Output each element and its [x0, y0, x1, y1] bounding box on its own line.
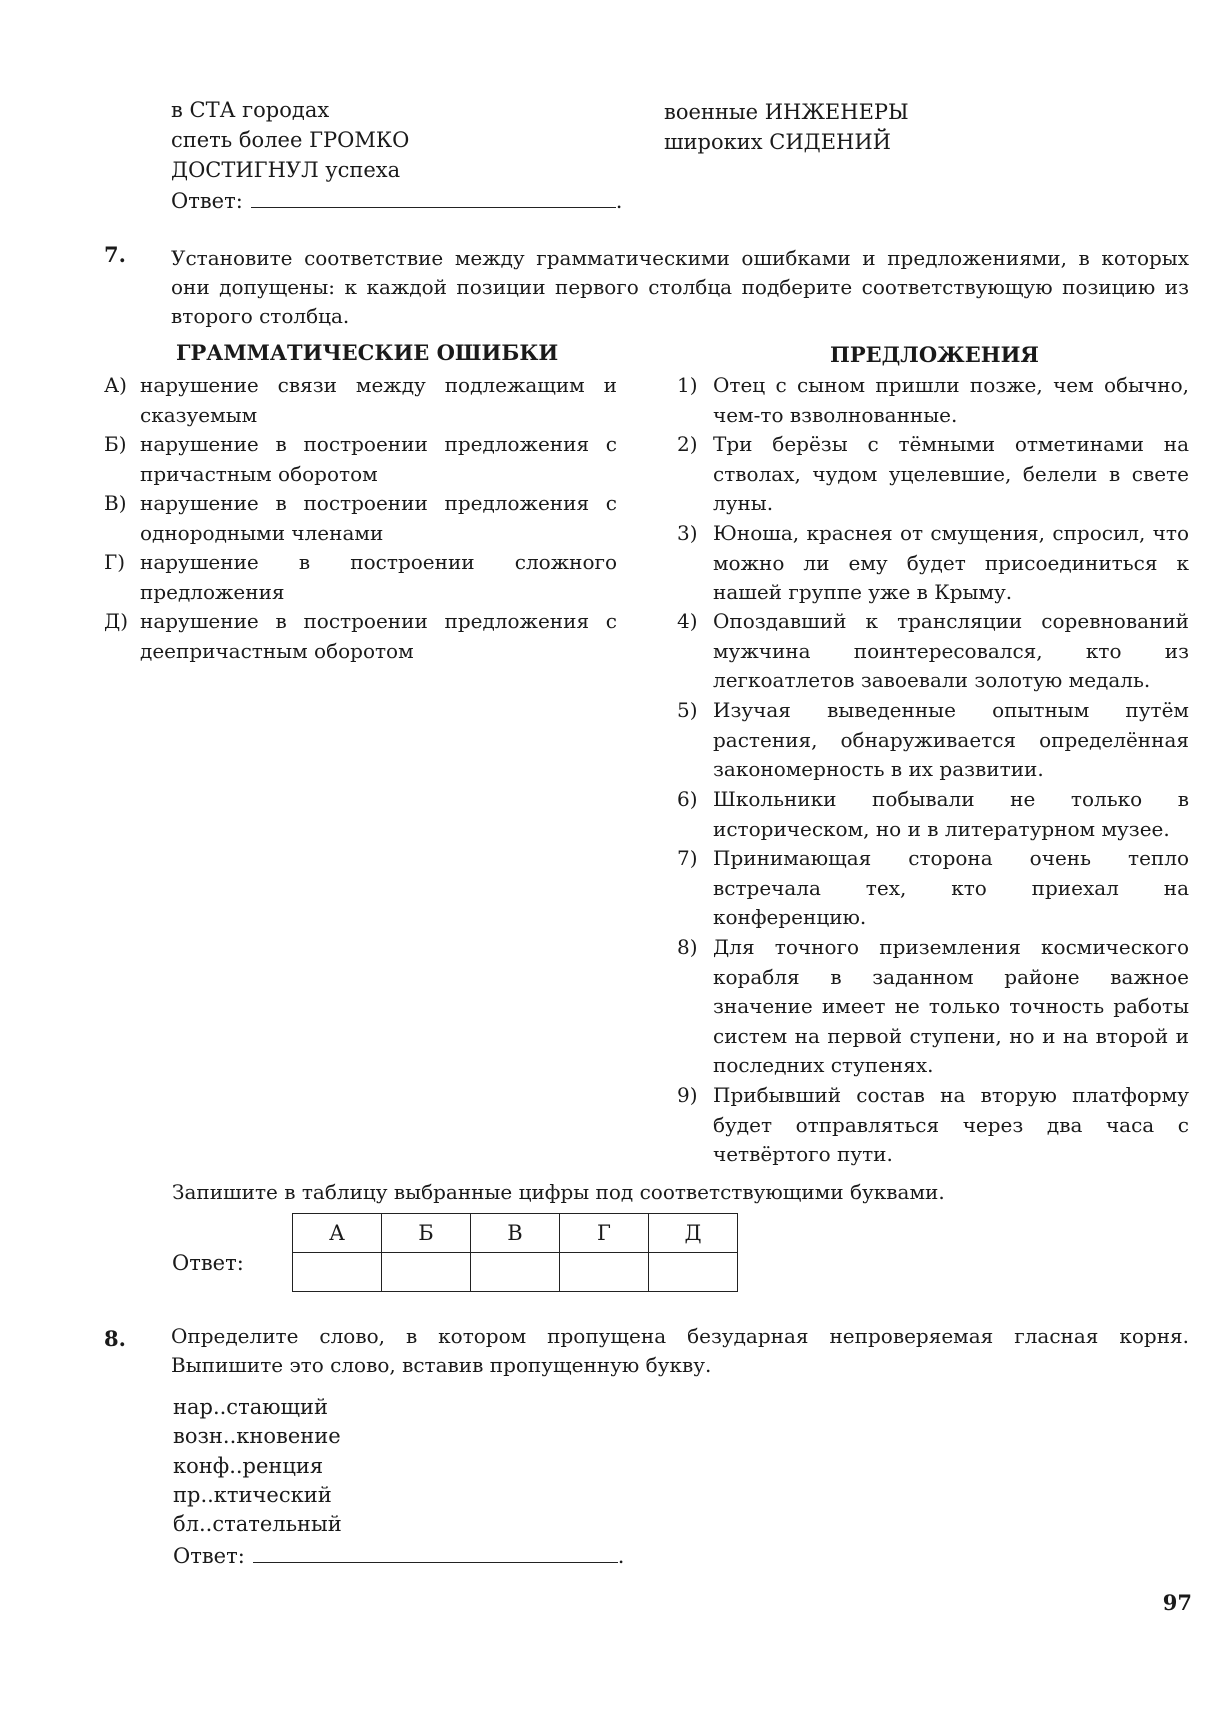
sentence-text: Отец с сыном пришли позже, чем обычно, чем-то взволнованные.: [713, 373, 1189, 427]
prev-answer-label: Ответ:: [171, 189, 243, 213]
answer-table: [292, 1213, 738, 1292]
answer-cell-a[interactable]: [293, 1253, 382, 1292]
answer-table-header: Г: [560, 1214, 649, 1253]
error-text: нарушение в построении предложения с однородными членами: [140, 491, 617, 545]
word-option-1: нар..стающий: [173, 1395, 329, 1419]
sentence-item-6: [677, 785, 1189, 844]
prev-answer-field[interactable]: [251, 187, 616, 208]
error-text: нарушение в построении предложения с причастным оборотом: [140, 432, 617, 486]
prev-answer-row: Ответ: .: [171, 189, 623, 213]
answer-table-header: Б: [382, 1214, 471, 1253]
sentence-item-5: [677, 696, 1189, 785]
sentence-mark: 6): [677, 787, 698, 811]
answer-table-header: Д: [649, 1214, 738, 1253]
page-number: 97: [1162, 1590, 1192, 1615]
sentence-text: Для точного приземления космического корабля в заданном районе важное значение имеет не только точность работы систем на первой ступени, но и на второй и последних ступенях.: [713, 935, 1189, 1077]
error-text: нарушение в построении предложения с деепричастным оборотом: [140, 609, 617, 663]
prev-left-2: спеть более ГРОМКО: [171, 128, 410, 152]
sentence-mark: 2): [677, 432, 698, 456]
error-item-v: [104, 489, 617, 548]
sentence-text: Прибывший состав на вторую платформу будет отправляться через два часа с четвёртого пути.: [713, 1083, 1189, 1166]
answer-table-header: А: [293, 1214, 382, 1253]
error-item-a: [104, 371, 617, 430]
sentence-text: Три берёзы с тёмными отметинами на стволах, чудом уцелевшие, белели в свете луны.: [713, 432, 1189, 515]
sentence-mark: 1): [677, 373, 698, 397]
error-mark: Г): [104, 550, 126, 574]
task8-answer-label: Ответ:: [173, 1544, 245, 1568]
prev-left-1: в СТА городах: [171, 98, 330, 122]
error-item-b: [104, 430, 617, 489]
sentence-item-7: [677, 844, 1189, 933]
answer-cell-b[interactable]: [382, 1253, 471, 1292]
word-option-5: бл..стательный: [173, 1512, 342, 1536]
sentences-header: ПРЕДЛОЖЕНИЯ: [830, 342, 1039, 367]
sentence-mark: 7): [677, 846, 698, 870]
task8-answer-row: Ответ: .: [173, 1544, 625, 1568]
word-option-2: возн..кновение: [173, 1424, 341, 1448]
task7-prompt: Установите соответствие между грамматическими ошибками и предложениями, в которых они допущены: к каждой позиции первого столбца подберите соответствующую позицию из второго столбца.: [171, 246, 1189, 328]
sentence-item-1: [677, 371, 1189, 430]
task7-number: 7.: [104, 242, 126, 267]
sentence-mark: 9): [677, 1083, 698, 1107]
word-option-4: пр..ктический: [173, 1483, 332, 1507]
word-option-3: конф..ренция: [173, 1454, 324, 1478]
sentence-mark: 8): [677, 935, 698, 959]
error-text: нарушение связи между подлежащим и сказуемым: [140, 373, 617, 427]
error-mark: Д): [104, 609, 129, 633]
prev-left-3: ДОСТИГНУЛ успеха: [171, 158, 401, 182]
sentence-mark: 3): [677, 521, 698, 545]
sentence-item-4: [677, 607, 1189, 696]
prev-right-2: широких СИДЕНИЙ: [664, 130, 891, 154]
sentence-text: Юноша, краснея от смущения, спросил, что можно ли ему будет присоединиться к нашей группе уже в Крыму.: [713, 521, 1189, 604]
sentence-item-3: [677, 519, 1189, 608]
answer-cell-v[interactable]: [471, 1253, 560, 1292]
errors-header: ГРАММАТИЧЕСКИЕ ОШИБКИ: [176, 340, 559, 365]
error-item-g: [104, 548, 617, 607]
sentence-item-9: [677, 1081, 1189, 1170]
sentence-mark: 5): [677, 698, 698, 722]
sentence-text: Школьники побывали не только в историческом, но и в литературном музее.: [713, 787, 1189, 841]
error-mark: А): [104, 373, 127, 397]
answer-table-header: В: [471, 1214, 560, 1253]
answer-cell-g[interactable]: [560, 1253, 649, 1292]
error-mark: Б): [104, 432, 127, 456]
answer-cell-d[interactable]: [649, 1253, 738, 1292]
error-mark: В): [104, 491, 127, 515]
sentence-text: Опоздавший к трансляции соревнований мужчина поинтересовался, кто из легкоатлетов завоевали золотую медаль.: [713, 609, 1189, 692]
sentence-mark: 4): [677, 609, 698, 633]
task8-number: 8.: [104, 1326, 126, 1351]
sentence-item-8: [677, 933, 1189, 1081]
task8-answer-field[interactable]: [253, 1542, 618, 1563]
sentence-text: Принимающая сторона очень тепло встречала тех, кто приехал на конференцию.: [713, 846, 1189, 929]
error-text: нарушение в построении сложного предложения: [140, 550, 617, 604]
sentence-text: Изучая выведенные опытным путём растения, обнаруживается определённая закономерность в их развитии.: [713, 698, 1189, 781]
task8-prompt: Определите слово, в котором пропущена безударная непроверяемая гласная корня. Выпишите это слово, вставив пропущенную букву.: [171, 1324, 1189, 1377]
prev-right-1: военные ИНЖЕНЕРЫ: [664, 100, 909, 124]
error-item-d: [104, 607, 617, 666]
task7-answer-label: Ответ:: [172, 1251, 244, 1275]
table-instruction: Запишите в таблицу выбранные цифры под соответствующими буквами.: [172, 1180, 945, 1204]
sentence-item-2: [677, 430, 1189, 519]
